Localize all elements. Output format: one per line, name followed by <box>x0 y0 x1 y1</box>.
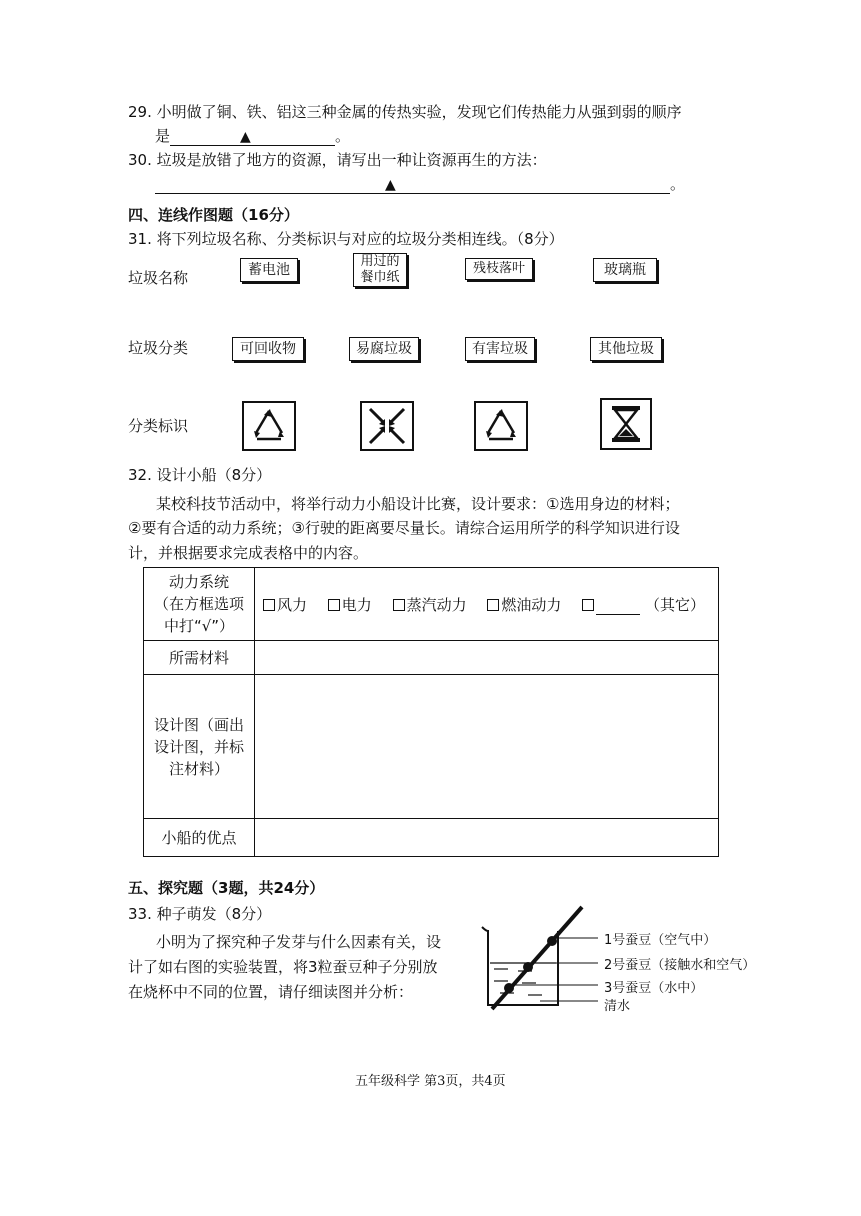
seed-label-1: 1号蚕豆（空气中） <box>604 933 717 948</box>
question-29 <box>128 102 682 122</box>
option-fuel[interactable] <box>487 594 561 615</box>
option-label: 风力 <box>277 595 308 614</box>
power-options <box>255 568 719 641</box>
table-row-advantages <box>144 819 719 857</box>
recycle-icon <box>244 403 294 449</box>
option-electric[interactable] <box>328 594 372 615</box>
water-label: 清水 <box>604 999 631 1014</box>
question-29-answer-line <box>155 126 350 146</box>
seed-label-2: 2号蚕豆（接触水和空气） <box>604 958 756 973</box>
checkbox[interactable] <box>328 599 340 611</box>
option-label: 燃油动力 <box>501 595 562 614</box>
answer-prefix: 是 <box>155 127 171 145</box>
option-label: 电力 <box>341 595 372 614</box>
category-hazardous[interactable]: 有害垃圾 <box>465 337 535 361</box>
advantages-label: 小船的优点 <box>144 819 255 857</box>
checkbox[interactable] <box>582 599 594 611</box>
period: 。 <box>335 127 351 145</box>
answer-blank[interactable] <box>155 177 670 194</box>
question-32-para-3: 计，并根据要求完成表格中的内容。 <box>128 544 369 562</box>
question-text: 小明做了铜、铁、铝这三种金属的传热实验，发现它们传热能力从强到弱的顺序 <box>156 103 682 121</box>
table-row-design <box>144 675 719 819</box>
design-cell[interactable] <box>255 675 719 819</box>
label-line: 设计图（画出 <box>153 715 244 734</box>
question-32-para-2: ②要有合适的动力系统；③行驶的距离要尽量长。请综合运用所学的科学知识进行设 <box>128 519 680 537</box>
question-33-para-1: 小明为了探究种子发芽与什么因素有关，设 <box>156 933 442 951</box>
question-32-para-1: 某校科技节活动中，将举行动力小船设计比赛，设计要求：①选用身边的材料； <box>156 495 680 513</box>
symbol-3[interactable] <box>474 401 528 451</box>
option-wind[interactable] <box>263 594 307 615</box>
row-label-names: 垃圾名称 <box>128 269 189 287</box>
category-recyclable[interactable]: 可回收物 <box>232 337 304 361</box>
section-5-title: 五、探究题（3题，共24分） <box>128 879 325 897</box>
option-label: 蒸汽动力 <box>406 595 467 614</box>
boat-design-table <box>143 567 719 857</box>
waste-name-leaves[interactable]: 残枝落叶 <box>465 258 533 280</box>
question-33-para-2: 计了如右图的实验装置，将3粒蚕豆种子分别放 <box>128 958 438 976</box>
beaker-diagram <box>478 905 598 1015</box>
design-label <box>144 675 255 819</box>
question-33-title: 33. 种子萌发（8分） <box>128 905 272 923</box>
category-perishable[interactable]: 易腐垃圾 <box>349 337 419 361</box>
hourglass-icon <box>602 400 650 448</box>
other-blank[interactable] <box>596 600 640 615</box>
category-other[interactable]: 其他垃圾 <box>590 337 662 361</box>
label-line: 动力系统 <box>168 573 229 591</box>
advantages-cell[interactable] <box>255 819 719 857</box>
question-number: 30. <box>128 151 152 169</box>
cross-arrows-icon <box>362 403 412 449</box>
answer-blank[interactable] <box>170 129 335 146</box>
row-label-symbols: 分类标识 <box>128 417 189 435</box>
question-30 <box>128 150 547 170</box>
option-other[interactable] <box>582 594 705 615</box>
table-row-power <box>144 568 719 641</box>
symbol-1[interactable] <box>242 401 296 451</box>
label-line: （在方框选项 <box>153 595 244 613</box>
question-30-answer-line <box>155 174 685 194</box>
question-text: 垃圾是放错了地方的资源，请写出一种让资源再生的方法： <box>156 151 547 169</box>
label-line: 设计图，并标 <box>153 737 244 756</box>
option-label: （其它） <box>644 595 705 614</box>
materials-cell[interactable] <box>255 641 719 675</box>
triangle-marker-icon: ▲ <box>240 129 251 145</box>
row-label-categories: 垃圾分类 <box>128 339 189 357</box>
waste-name-napkin[interactable]: 用过的餐巾纸 <box>353 253 407 287</box>
label-line: 中打“√”） <box>163 617 235 635</box>
option-steam[interactable] <box>393 594 467 615</box>
question-number: 29. <box>128 103 152 121</box>
question-33-para-3: 在烧杯中不同的位置，请仔细读图并分析： <box>128 983 414 1001</box>
table-row-materials <box>144 641 719 675</box>
triangle-marker-icon: ▲ <box>385 177 396 193</box>
materials-label: 所需材料 <box>144 641 255 675</box>
checkbox[interactable] <box>487 599 499 611</box>
symbol-2[interactable] <box>360 401 414 451</box>
section-4-title: 四、连线作图题（16分） <box>128 206 299 224</box>
recycle-icon <box>476 403 526 449</box>
question-31-text: 31. 将下列垃圾名称、分类标识与对应的垃圾分类相连线。（8分） <box>128 230 564 248</box>
question-32-title: 32. 设计小船（8分） <box>128 466 272 484</box>
page-footer: 五年级科学 第3页，共4页 <box>355 1074 506 1089</box>
label-line: 注材料） <box>168 759 229 778</box>
waste-name-battery[interactable]: 蓄电池 <box>240 258 298 282</box>
power-label <box>144 568 255 641</box>
period: 。 <box>670 175 686 193</box>
seed-label-3: 3号蚕豆（水中） <box>604 981 704 996</box>
checkbox[interactable] <box>263 599 275 611</box>
symbol-4[interactable] <box>600 398 652 450</box>
checkbox[interactable] <box>393 599 405 611</box>
waste-name-glass-bottle[interactable]: 玻璃瓶 <box>593 258 657 282</box>
